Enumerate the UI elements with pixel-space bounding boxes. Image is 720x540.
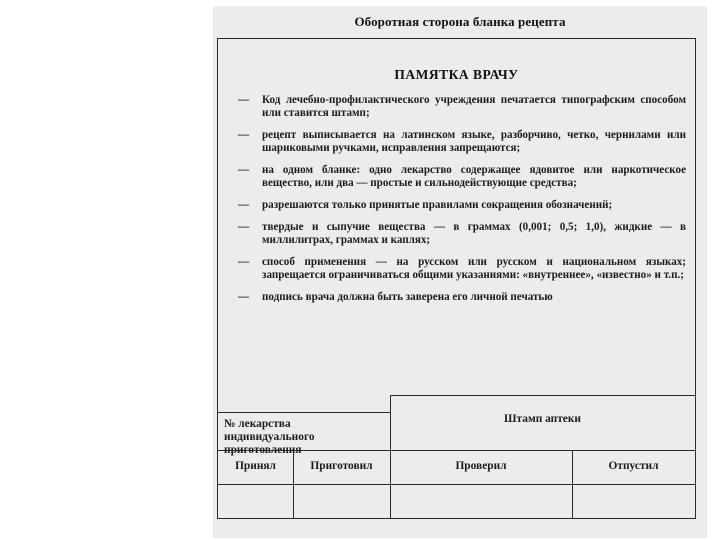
table-rule [390,395,695,396]
pharmacy-stamp-label: Штамп аптеки [504,413,581,425]
rule-text: подпись врача должна быть заверена его личной печатью [262,291,553,303]
column-dispensed: Отпустил [608,460,659,472]
rule-dash: — [238,256,250,268]
drug-number-label: № лекарства индивидуального приготовления [224,418,315,456]
column-prepared: Приготовил [310,460,373,472]
rule-text: разрешаются только принятые правилами сокращения обозначений; [262,199,613,211]
memo-rule [238,199,686,212]
rule-text: рецепт выписывается на латинском языке, разборчиво, четко, чернилами или шариковыми ручками, исправления запрещаются; [262,129,686,154]
memo-rule [238,291,686,304]
memo-form [217,38,696,519]
table-rule [218,484,695,485]
table-rule [218,412,390,413]
rule-dash: — [238,291,250,303]
memo-rule [238,221,686,247]
memo-rule [238,256,686,282]
rule-text: на одном бланке: одно лекарство содержащее ядовитое или наркотическое вещество, или два — простые и сильнодействующие средства; [262,164,686,189]
rule-dash: — [238,221,250,233]
prescription-back-side [213,6,707,538]
rule-dash: — [238,164,250,176]
memo-rule [238,164,686,190]
pharmacy-table [218,395,695,518]
rule-dash: — [238,94,250,106]
rule-text: способ применения — на русском или русском и национальном языках; запрещается ограничиваться общими указаниями: «внутреннее», «известно» и т.п.; [262,256,686,281]
memo-rule [238,94,686,120]
sheet-caption: Оборотная сторона бланка рецепта [354,14,566,29]
rule-text: Код лечебно-профилактического учреждения печатается типографским способом или ставится штамп; [262,94,686,119]
column-checked: Проверил [455,460,507,472]
column-accepted: Принял [235,460,276,472]
rule-dash: — [238,199,250,211]
rule-text: твердые и сыпучие вещества — в граммах (0,001; 0,5; 1,0), жидкие — в миллилитрах, граммах и каплях; [262,221,686,246]
memo-title: ПАМЯТКА ВРАЧУ [394,67,519,82]
memo-rules-list [238,94,686,313]
rule-dash: — [238,129,250,141]
memo-rule [238,129,686,155]
